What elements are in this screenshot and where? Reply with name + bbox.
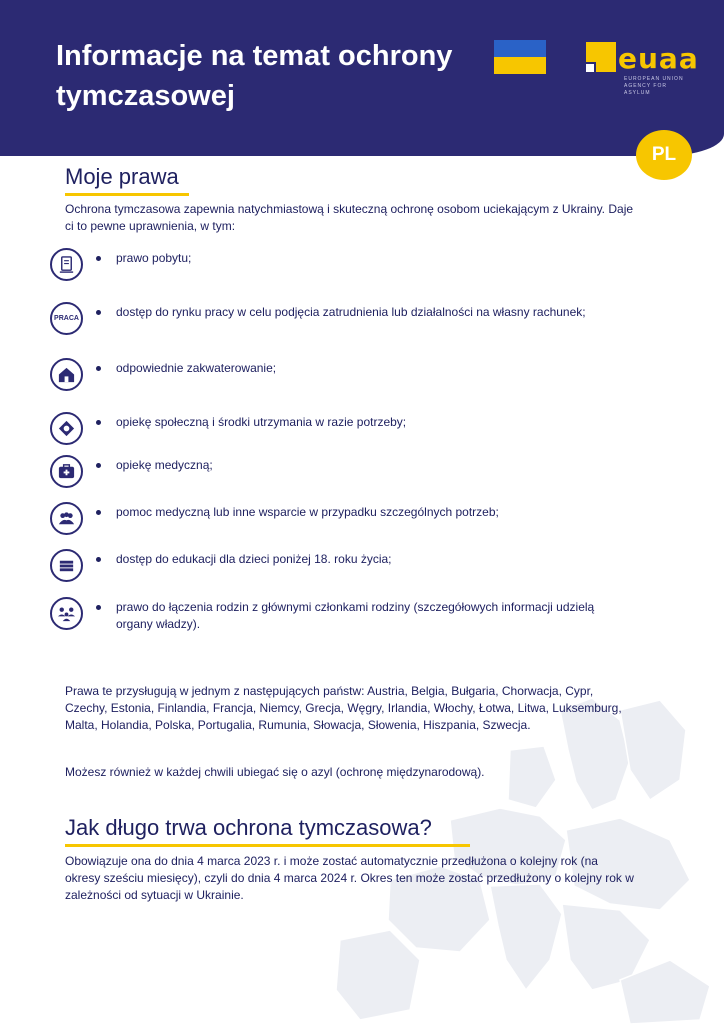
right-text: opiekę społeczną i środki utrzymania w razie potrzeby; xyxy=(116,415,407,429)
duration-paragraph: Obowiązuje ona do dnia 4 marca 2023 r. i może zostać automatycznie przedłużona o kolejny rok (na okresy sześciu miesięcy), czyli do dnia 4 marca 2024 r. Okres ten może zostać przedłużony o kolejny rok w zależności od sytuacji w Ukrainie. xyxy=(65,854,634,902)
right-text: odpowiednie zakwaterowanie; xyxy=(116,361,277,375)
work-icon xyxy=(50,302,83,335)
language-badge: PL xyxy=(636,130,692,180)
right-text: prawo pobytu; xyxy=(116,251,192,265)
title-underline xyxy=(65,844,470,847)
logo-text: euaa xyxy=(618,42,699,75)
work-icon-label: PRACA xyxy=(54,315,79,322)
residence-permit-icon xyxy=(50,248,83,281)
header-banner xyxy=(0,0,724,156)
intro-paragraph: Ochrona tymczasowa zapewnia natychmiastową i skuteczną ochronę osobom uciekającym z Ukrainy. Daje ci to pewne uprawnienia, w tym: xyxy=(65,202,634,233)
housing-icon xyxy=(50,358,83,391)
asylum-paragraph: Możesz również w każdej chwili ubiegać się o azyl (ochronę międzynarodową). xyxy=(65,765,485,779)
bullet xyxy=(96,463,101,468)
right-text: pomoc medyczną lub inne wsparcie w przypadku szczególnych potrzeb; xyxy=(116,505,499,519)
family-reunification-icon xyxy=(50,597,83,630)
bullet xyxy=(96,366,101,371)
bullet xyxy=(96,256,101,261)
bullet xyxy=(96,510,101,515)
education-icon xyxy=(50,549,83,582)
right-text: dostęp do rynku pracy w celu podjęcia zatrudnienia lub działalności na własny rachunek; xyxy=(116,305,586,319)
section-title-duration: Jak długo trwa ochrona tymczasowa? xyxy=(65,815,432,841)
medical-care-icon xyxy=(50,455,83,488)
countries-paragraph: Prawa te przysługują w jednym z następujących państw: Austria, Belgia, Bułgaria, Chorwacja, Cypr, Czechy, Estonia, Finlandia, Francja, Niemcy, Grecja, Węgry, Irlandia, Włochy, Łotwa, Litwa, Luksemburg, Malta, Holandia, Polska, Portugalia, Rumunia, Słowacja, Słowenia, Hiszpania, Szwecja. xyxy=(65,684,622,732)
right-text: prawo do łączenia rodzin z głównymi członkami rodziny (szczegółowych informacji udzielą organy władzy). xyxy=(116,600,595,631)
section-title-my-rights: Moje prawa xyxy=(65,164,179,190)
bullet xyxy=(96,420,101,425)
euaa-logo-mark-icon xyxy=(584,40,618,74)
special-needs-icon xyxy=(50,502,83,535)
title-underline xyxy=(65,193,189,196)
bullet xyxy=(96,557,101,562)
page-title: Informacje na temat ochrony tymczasowej xyxy=(56,40,453,112)
ukraine-flag-icon xyxy=(494,40,546,74)
right-text: dostęp do edukacji dla dzieci poniżej 18. roku życia; xyxy=(116,552,392,566)
social-care-icon xyxy=(50,412,83,445)
bullet xyxy=(96,605,101,610)
euaa-logo xyxy=(584,40,699,96)
logo-subtitle: EUROPEAN UNION AGENCY FOR ASYLUM xyxy=(624,76,684,96)
bullet xyxy=(96,310,101,315)
right-text: opiekę medyczną; xyxy=(116,458,213,472)
